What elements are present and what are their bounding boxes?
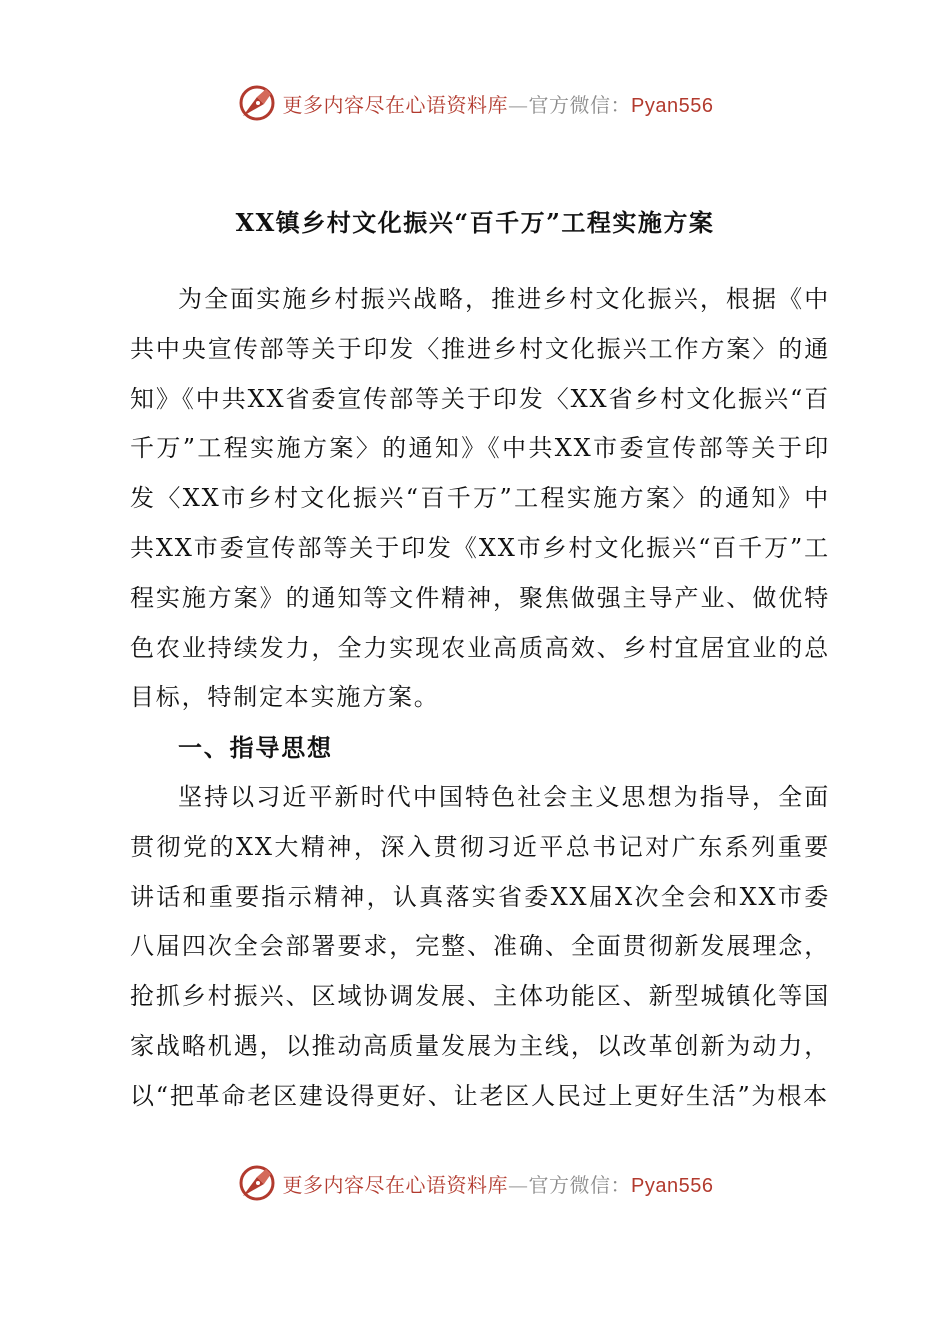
banner-wechat-id: Pyan556 <box>631 94 714 117</box>
section-paragraph-guiding-ideology: 坚持以习近平新时代中国特色社会主义思想为指导，全面贯彻党的XX大精神，深入贯彻习近平总书记对广东系列重要讲话和重要指示精神，认真落实省委XX届X次全会和XX市委八届四次全会部署要求，完整、准确、全面贯彻新发展理念，抢抓乡村振兴、区域协调发展、主体功能区、新型城镇化等国家战略机遇，以推动高质量发展为主线，以改革创新为动力，以“把革命老区建设得更好、让老区人民过上更好生活”为根本 <box>130 782 830 1110</box>
header-banner <box>0 78 950 128</box>
banner-text <box>283 1169 714 1198</box>
footer-banner <box>0 1158 950 1208</box>
section-heading-guiding-ideology: 一、指导思想 <box>178 733 333 763</box>
pen-nib-logo-icon <box>237 83 277 123</box>
banner-official-label: 官方微信： <box>528 1172 632 1197</box>
intro-paragraph: 为全面实施乡村振兴战略，推进乡村文化振兴，根据《中共中央宣传部等关于印发〈推进乡村文化振兴工作方案〉的通知》《中共XX省委宣传部等关于印发〈XX省乡村文化振兴“百千万”工程实施方案〉的通知》《中共XX市委宣传部等关于印发〈XX市乡村文化振兴“百千万”工程实施方案〉的通知》中共XX市委宣传部等关于印发《XX市乡村文化振兴“百千万”工程实施方案》的通知等文件精神，聚焦做强主导产业、做优特色农业持续发力，全力实现农业高质高效、乡村宜居宜业的总目标，特制定本实施方案。 <box>130 285 830 712</box>
banner-wechat-id: Pyan556 <box>631 1174 714 1197</box>
banner-official-label: 官方微信： <box>528 92 632 117</box>
banner-promo: 更多内容尽在心语资料库 <box>282 92 509 117</box>
banner-promo: 更多内容尽在心语资料库 <box>282 1172 509 1197</box>
banner-text <box>283 89 714 118</box>
banner-separator: — <box>508 92 529 117</box>
pen-nib-logo-icon <box>237 1163 277 1203</box>
document-title: XX镇乡村文化振兴“百千万”工程实施方案 <box>235 208 715 237</box>
banner-separator: — <box>508 1172 529 1197</box>
document-body <box>130 275 830 1122</box>
